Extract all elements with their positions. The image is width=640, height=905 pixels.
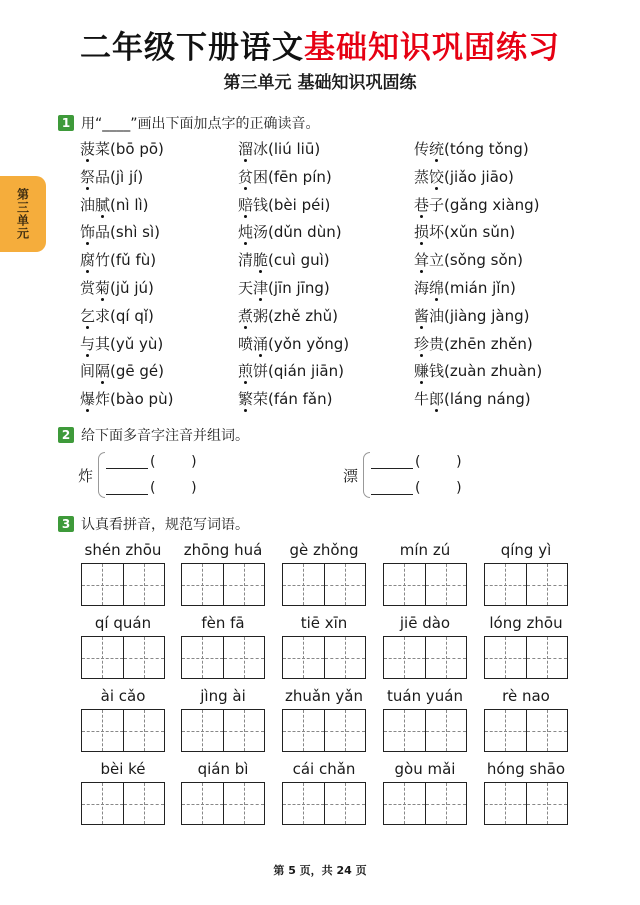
pinyin-label: shén zhōu: [84, 541, 162, 559]
polyphone-char: 漂: [343, 467, 359, 485]
question-1-number-badge: 1: [58, 115, 74, 131]
word-char: 繁: [238, 390, 254, 409]
word-char: 爆: [80, 390, 96, 409]
pinyin-options[interactable]: (zhě zhǔ): [268, 306, 338, 325]
word-char: 腻: [95, 195, 111, 214]
word-char: 品: [95, 223, 111, 242]
question-3-heading: [58, 514, 249, 534]
tianzige-grid: [81, 636, 165, 679]
pronunciation-item: [238, 167, 332, 187]
word: [414, 279, 444, 297]
pronunciation-item: [414, 306, 529, 326]
pronunciation-item: [414, 167, 514, 187]
word-char: 赔: [238, 195, 254, 214]
tianzige-grid: [383, 782, 467, 825]
writing-box[interactable]: [123, 637, 165, 678]
pinyin-label: mín zú: [399, 541, 451, 559]
word-char: 饼: [253, 362, 269, 381]
answer-paren: ( ): [415, 480, 462, 496]
tianzige-grid: [282, 636, 366, 679]
word: [80, 307, 110, 325]
pronunciation-item: [238, 139, 320, 159]
pronunciation-item: [414, 195, 540, 215]
word-char: 炖: [238, 223, 254, 242]
pinyin-label: zhōng huá: [183, 541, 263, 559]
word-char: 喷: [238, 334, 254, 353]
pinyin-options[interactable]: (bō pō): [110, 140, 164, 158]
word-char: 贫: [238, 167, 254, 186]
word-char: 饰: [80, 223, 96, 242]
pinyin-label: jiē dào: [399, 614, 451, 632]
word: [80, 335, 110, 353]
word: [414, 223, 444, 241]
pinyin-label: tiē xīn: [300, 614, 348, 632]
word-char: 郎: [429, 390, 445, 409]
question-1-text: 用“____”画出下面加点字的正确读音。: [81, 116, 320, 132]
pinyin-label: gòu mǎi: [394, 760, 456, 778]
pinyin-options[interactable]: (jīn jīng): [268, 279, 330, 297]
pinyin-options[interactable]: (mián jǐn): [444, 279, 516, 297]
pronunciation-item: [80, 195, 149, 215]
pinyin-options[interactable]: (yǒn yǒng): [268, 334, 350, 353]
word-char: 脆: [253, 251, 269, 270]
tianzige-grid: [181, 782, 265, 825]
pinyin-options[interactable]: (bào pù): [110, 390, 174, 409]
pinyin-options[interactable]: (cuì guì): [268, 251, 330, 270]
unit-side-tab-label: 第三单元: [15, 188, 30, 240]
word: [80, 279, 110, 297]
word-char: 天: [238, 279, 254, 297]
word-char: 煮: [238, 306, 254, 325]
writing-box[interactable]: [526, 783, 568, 824]
word-char: 油: [80, 195, 96, 214]
writing-box[interactable]: [425, 783, 467, 824]
word-char: 祭: [80, 167, 96, 186]
pinyin-label: qíng yì: [500, 541, 552, 559]
unit-side-tab: [0, 176, 46, 252]
word-char: 传: [414, 140, 430, 158]
word-char: 统: [429, 140, 445, 158]
writing-box[interactable]: [526, 710, 568, 751]
tianzige-grid: [81, 709, 165, 752]
word-char: 间: [80, 362, 96, 381]
tianzige-grid: [81, 782, 165, 825]
word: [80, 362, 110, 380]
word: [238, 390, 268, 408]
word: [238, 223, 268, 241]
word-char: 绵: [429, 279, 445, 297]
word: [80, 140, 110, 158]
word: [80, 390, 110, 408]
tianzige-grid: [282, 563, 366, 606]
question-2-text: 给下面多音字注音并组词。: [81, 428, 249, 444]
word: [238, 168, 268, 186]
pinyin-label: jìng ài: [200, 687, 246, 705]
tianzige-grid: [484, 709, 568, 752]
word-char: 油: [429, 306, 445, 325]
word-char: 损: [414, 223, 430, 242]
pronunciation-item: [238, 361, 344, 381]
pinyin-label: lóng zhōu: [489, 614, 563, 632]
answer-paren: ( ): [150, 454, 197, 470]
pronunciation-item: [80, 389, 173, 409]
page-footer: 第 5 页，共 24 页: [273, 864, 367, 877]
writing-box[interactable]: [123, 710, 165, 751]
writing-box[interactable]: [425, 637, 467, 678]
question-2-heading: [58, 425, 249, 445]
pinyin-label: gè zhǒng: [289, 541, 359, 559]
tianzige-grid: [181, 709, 265, 752]
writing-box[interactable]: [526, 637, 568, 678]
title-red-part: 基础知识巩固练习: [304, 30, 560, 66]
pronunciation-item: [238, 250, 330, 270]
writing-box[interactable]: [485, 564, 526, 605]
writing-box[interactable]: [425, 564, 467, 605]
writing-box[interactable]: [324, 637, 366, 678]
word-char: 冰: [253, 140, 269, 158]
word: [238, 251, 268, 269]
pronunciation-item: [414, 389, 531, 409]
pronunciation-item: [238, 389, 332, 409]
pronunciation-item: [414, 139, 529, 159]
pinyin-options[interactable]: (qián jiān): [268, 362, 344, 381]
word-char: 赏: [80, 279, 96, 297]
title-black-part: 二年级下册语文: [80, 30, 304, 66]
writing-box[interactable]: [384, 564, 425, 605]
word-char: 钱: [429, 362, 445, 381]
word-char: 竹: [95, 251, 111, 270]
pinyin-options[interactable]: (fán fǎn): [268, 390, 333, 409]
word-char: 饺: [429, 167, 445, 186]
word-char: 粥: [253, 306, 269, 325]
pinyin-options[interactable]: (tóng tǒng): [444, 140, 529, 158]
pronunciation-item: [414, 250, 523, 270]
pinyin-label: qián bì: [197, 760, 249, 778]
word-char: 与: [80, 334, 96, 353]
word-char: 耸: [414, 251, 430, 270]
word-char: 钱: [253, 195, 269, 214]
pinyin-options[interactable]: (sǒng sǒn): [444, 251, 524, 270]
writing-box[interactable]: [82, 783, 123, 824]
brace: [98, 452, 105, 498]
writing-box[interactable]: [82, 564, 123, 605]
pronunciation-item: [80, 222, 160, 242]
writing-box[interactable]: [324, 710, 366, 751]
question-3-number-badge: 3: [58, 516, 74, 532]
pinyin-options[interactable]: (nì lì): [110, 195, 149, 214]
word-char: 其: [95, 334, 111, 353]
word-char: 蒸: [414, 167, 430, 186]
pinyin-label: rè nao: [502, 687, 550, 705]
word-char: 酱: [414, 306, 430, 325]
word: [238, 362, 268, 380]
pinyin-options[interactable]: (xǔn sǔn): [444, 223, 516, 242]
pronunciation-item: [414, 278, 516, 298]
writing-box[interactable]: [223, 783, 265, 824]
word-char: 贵: [429, 334, 445, 353]
word-char: 子: [429, 195, 445, 214]
pinyin-options[interactable]: (qí qǐ): [110, 306, 154, 325]
pinyin-label: hóng shāo: [486, 760, 566, 778]
question-3-text: 认真看拼音，规范写词语。: [81, 517, 249, 533]
writing-box[interactable]: [485, 637, 526, 678]
pinyin-options[interactable]: (yǔ yù): [110, 334, 164, 353]
writing-box[interactable]: [283, 783, 324, 824]
word-char: 腐: [80, 251, 96, 270]
tianzige-grid: [484, 636, 568, 679]
writing-box[interactable]: [324, 564, 366, 605]
answer-line[interactable]: [106, 480, 148, 495]
pinyin-options[interactable]: (liú liū): [268, 140, 321, 158]
word-char: 赚: [414, 362, 430, 381]
writing-box[interactable]: [283, 637, 324, 678]
pronunciation-item: [80, 139, 164, 159]
writing-box[interactable]: [485, 783, 526, 824]
pinyin-options[interactable]: (jiàng jàng): [444, 306, 530, 325]
answer-line[interactable]: [106, 454, 148, 469]
pronunciation-item: [80, 278, 154, 298]
word-char: 菠: [80, 140, 96, 158]
word-char: 立: [429, 251, 445, 270]
word-char: 求: [95, 306, 111, 325]
pronunciation-item: [238, 306, 338, 326]
pinyin-options[interactable]: (zuàn zhuàn): [444, 362, 543, 381]
tianzige-grid: [484, 563, 568, 606]
pinyin-label: fèn fā: [201, 614, 245, 632]
pronunciation-item: [80, 250, 156, 270]
word-char: 炸: [95, 390, 111, 409]
pronunciation-item: [414, 222, 515, 242]
pinyin-options[interactable]: (jiǎo jiāo): [444, 167, 514, 186]
word-char: 品: [95, 167, 111, 186]
word-char: 巷: [414, 195, 430, 214]
polyphone-char: 炸: [78, 467, 94, 485]
word-char: 清: [238, 251, 254, 270]
writing-box[interactable]: [425, 710, 467, 751]
word-char: 涌: [253, 334, 269, 353]
pronunciation-item: [238, 334, 349, 354]
answer-line[interactable]: [371, 454, 413, 469]
pronunciation-item: [238, 278, 330, 298]
pinyin-options[interactable]: (gē gé): [110, 362, 165, 381]
pronunciation-item: [414, 334, 533, 354]
tianzige-grid: [282, 782, 366, 825]
pinyin-label: bèi ké: [100, 760, 146, 778]
writing-box[interactable]: [182, 637, 223, 678]
word-char: 煎: [238, 362, 254, 381]
word: [414, 140, 444, 158]
writing-box[interactable]: [182, 564, 223, 605]
pinyin-options[interactable]: (láng náng): [444, 390, 531, 409]
word: [414, 335, 444, 353]
pronunciation-item: [414, 361, 542, 381]
word-char: 困: [253, 167, 269, 186]
page-title: [0, 22, 640, 67]
writing-box[interactable]: [384, 637, 425, 678]
word: [238, 279, 268, 297]
writing-box[interactable]: [384, 783, 425, 824]
pinyin-label: qí quán: [94, 614, 152, 632]
writing-box[interactable]: [82, 637, 123, 678]
word-char: 菊: [95, 279, 111, 297]
pinyin-options[interactable]: (jì jí): [110, 167, 144, 186]
pinyin-options[interactable]: (fēn pín): [268, 167, 332, 186]
word: [80, 251, 110, 269]
word: [414, 390, 444, 408]
pinyin-label: tuán yuán: [387, 687, 463, 705]
pinyin-options[interactable]: (dǔn dùn): [268, 223, 342, 242]
writing-box[interactable]: [182, 710, 223, 751]
tianzige-grid: [383, 709, 467, 752]
writing-box[interactable]: [324, 783, 366, 824]
answer-paren: ( ): [415, 454, 462, 470]
word: [414, 196, 444, 214]
pinyin-options[interactable]: (fǔ fù): [110, 251, 157, 270]
word-char: 津: [253, 279, 269, 297]
word-char: 隔: [95, 362, 111, 381]
tianzige-grid: [181, 563, 265, 606]
word-char: 溜: [238, 140, 254, 158]
word: [238, 196, 268, 214]
writing-box[interactable]: [182, 783, 223, 824]
word-char: 乞: [80, 306, 96, 325]
pronunciation-item: [238, 222, 342, 242]
word: [414, 251, 444, 269]
tianzige-grid: [484, 782, 568, 825]
writing-box[interactable]: [283, 710, 324, 751]
pronunciation-item: [80, 167, 143, 187]
word: [414, 307, 444, 325]
word-char: 菜: [95, 140, 111, 158]
pinyin-label: ài cǎo: [100, 687, 146, 705]
word: [414, 168, 444, 186]
word-char: 汤: [253, 223, 269, 242]
tianzige-grid: [181, 636, 265, 679]
writing-box[interactable]: [82, 710, 123, 751]
writing-box[interactable]: [283, 564, 324, 605]
pinyin-options[interactable]: (shì sì): [110, 223, 160, 242]
page-subtitle: 第三单元 基础知识巩固练: [223, 73, 417, 93]
writing-box[interactable]: [526, 564, 568, 605]
word: [238, 335, 268, 353]
brace: [363, 452, 370, 498]
tianzige-grid: [383, 636, 467, 679]
word: [80, 223, 110, 241]
word: [238, 307, 268, 325]
pronunciation-item: [80, 306, 154, 326]
word: [80, 196, 110, 214]
word-char: 珍: [414, 334, 430, 353]
word-char: 荣: [253, 390, 269, 409]
pronunciation-item: [80, 361, 164, 381]
writing-box[interactable]: [223, 564, 265, 605]
question-2-number-badge: 2: [58, 427, 74, 443]
pronunciation-item: [238, 195, 330, 215]
writing-box[interactable]: [384, 710, 425, 751]
word-char: 牛: [414, 390, 430, 409]
word: [414, 362, 444, 380]
question-1-heading: [58, 113, 320, 133]
writing-box[interactable]: [223, 710, 265, 751]
tianzige-grid: [81, 563, 165, 606]
pinyin-options[interactable]: (zhēn zhěn): [444, 334, 533, 353]
pinyin-options[interactable]: (gǎng xiàng): [444, 195, 540, 214]
word: [80, 168, 110, 186]
writing-box[interactable]: [123, 564, 165, 605]
tianzige-grid: [383, 563, 467, 606]
writing-box[interactable]: [485, 710, 526, 751]
pinyin-label: cái chǎn: [292, 760, 356, 778]
pinyin-options[interactable]: (jǔ jú): [110, 279, 154, 297]
pinyin-options[interactable]: (bèi péi): [268, 195, 331, 214]
pinyin-label: zhuǎn yǎn: [285, 687, 363, 705]
tianzige-grid: [282, 709, 366, 752]
writing-box[interactable]: [123, 783, 165, 824]
word: [238, 140, 268, 158]
pronunciation-item: [80, 334, 163, 354]
answer-line[interactable]: [371, 480, 413, 495]
word-char: 海: [414, 279, 430, 297]
answer-paren: ( ): [150, 480, 197, 496]
word-char: 坏: [429, 223, 445, 242]
writing-box[interactable]: [223, 637, 265, 678]
